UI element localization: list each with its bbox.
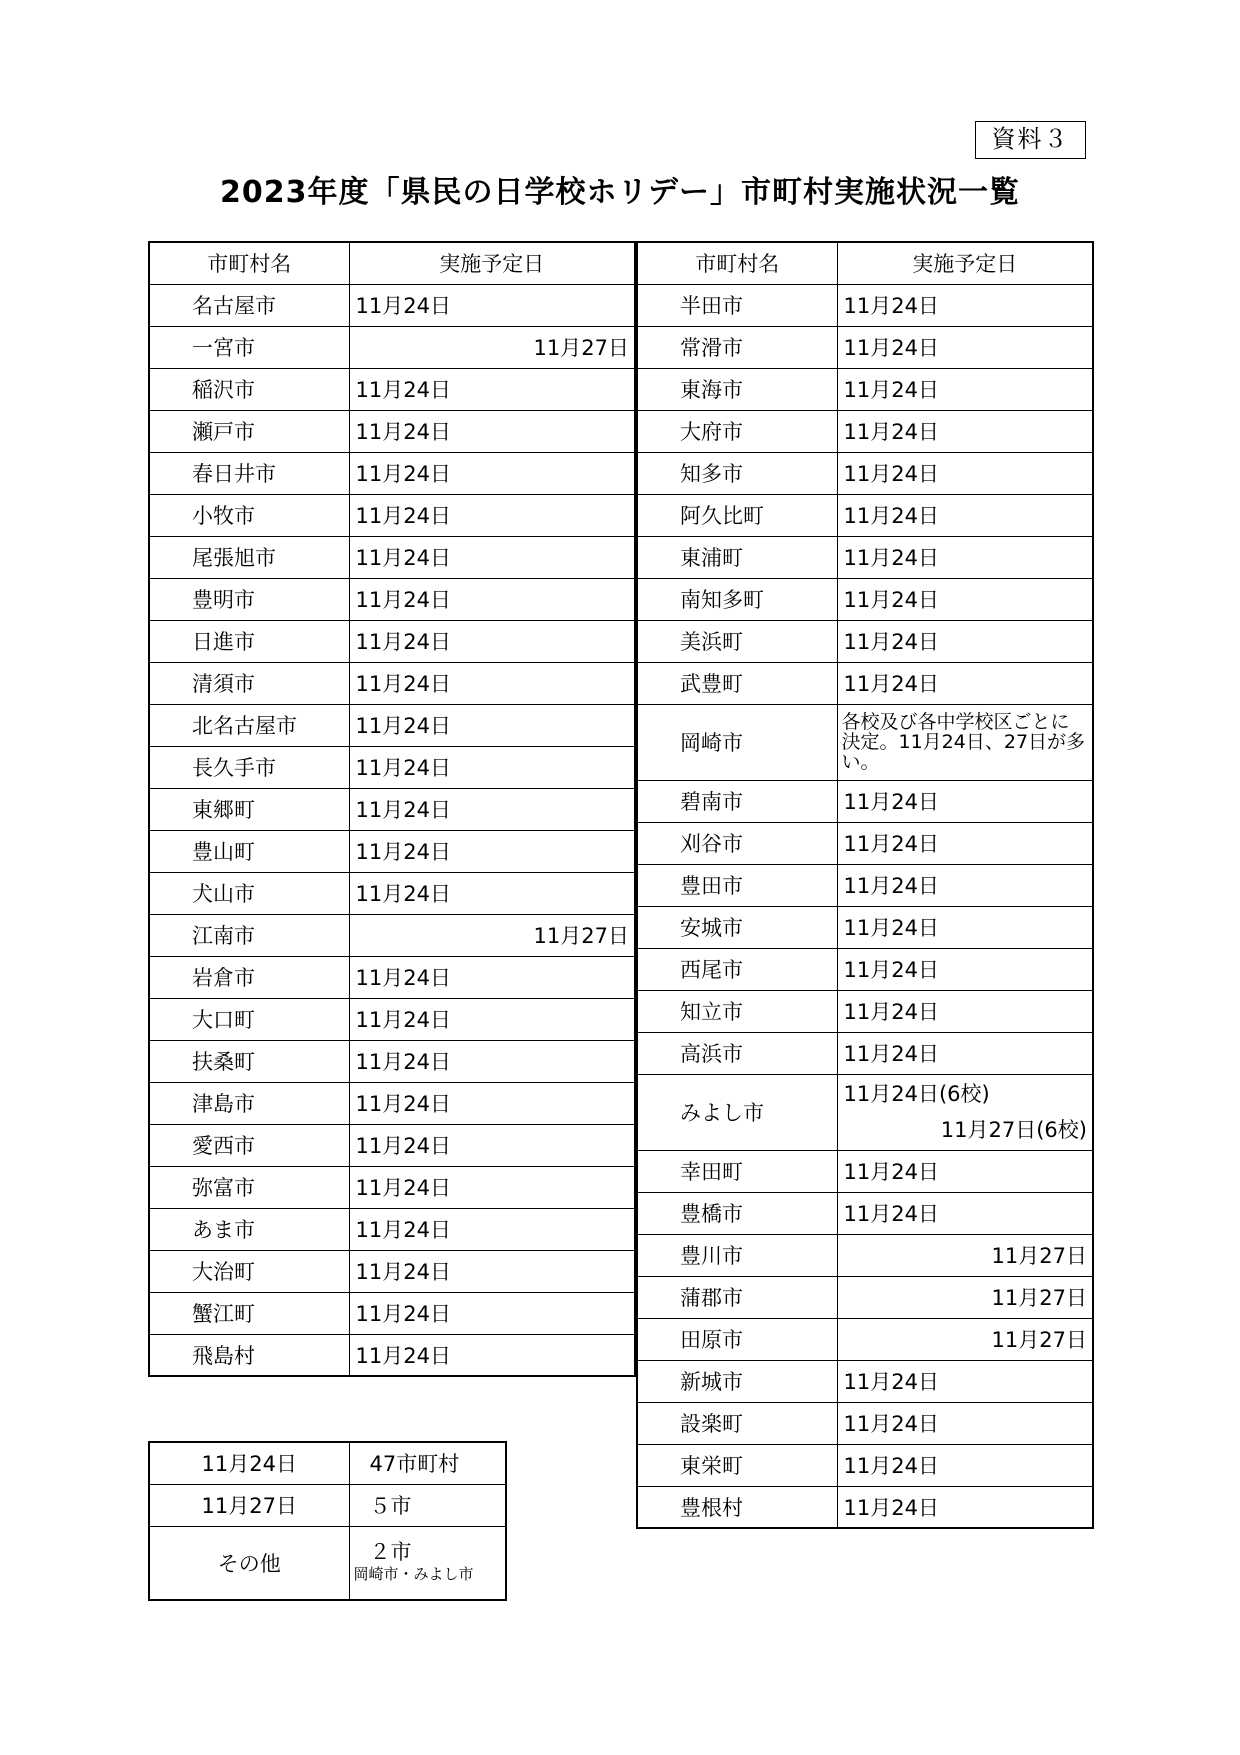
table-row — [637, 536, 1093, 578]
summary-label: その他 — [149, 1526, 349, 1600]
table-row — [149, 368, 635, 410]
scheduled-date: 11月24日 — [349, 1166, 635, 1208]
table-row — [149, 746, 635, 788]
municipality-name: 清須市 — [149, 662, 349, 704]
municipality-name: 小牧市 — [149, 494, 349, 536]
summary-count: 47市町村 — [349, 1442, 506, 1484]
table-row — [637, 284, 1093, 326]
scheduled-date: 11月24日 — [349, 998, 635, 1040]
table-row — [637, 822, 1093, 864]
scheduled-date: 11月24日 — [349, 746, 635, 788]
municipality-name: 豊田市 — [637, 864, 837, 906]
municipality-name: 武豊町 — [637, 662, 837, 704]
scheduled-date: 11月24日 — [837, 536, 1093, 578]
municipality-name: 東栄町 — [637, 1444, 837, 1486]
municipality-name: 知立市 — [637, 990, 837, 1032]
scheduled-date: 11月24日 — [837, 284, 1093, 326]
table-row — [637, 662, 1093, 704]
table-row — [149, 1208, 635, 1250]
scheduled-date: 11月24日 — [349, 494, 635, 536]
scheduled-date: 11月27日 — [837, 1234, 1093, 1276]
table-row — [149, 494, 635, 536]
scheduled-date: 11月24日 — [349, 662, 635, 704]
scheduled-date: 11月24日 — [837, 368, 1093, 410]
summary-row — [149, 1526, 506, 1600]
municipality-name: 岩倉市 — [149, 956, 349, 998]
municipality-name: 南知多町 — [637, 578, 837, 620]
municipality-name: 美浜町 — [637, 620, 837, 662]
municipality-name: 尾張旭市 — [149, 536, 349, 578]
scheduled-date: 11月24日 — [349, 620, 635, 662]
scheduled-date: 11月24日 — [349, 284, 635, 326]
municipality-name: 弥富市 — [149, 1166, 349, 1208]
scheduled-date-secondary: 11月27日(6校) — [940, 1118, 1087, 1142]
municipality-name: みよし市 — [637, 1074, 837, 1150]
scheduled-date-cell — [837, 1074, 1093, 1150]
table-row — [149, 1124, 635, 1166]
table-row — [149, 998, 635, 1040]
table-row — [637, 1150, 1093, 1192]
summary-row — [149, 1484, 506, 1526]
municipality-name: 蒲郡市 — [637, 1276, 837, 1318]
scheduled-date: 11月24日 — [349, 788, 635, 830]
scheduled-date: 11月24日 — [349, 1292, 635, 1334]
scheduled-date: 11月24日 — [349, 1040, 635, 1082]
municipality-name: 東浦町 — [637, 536, 837, 578]
table-row — [637, 452, 1093, 494]
municipality-name: 飛島村 — [149, 1334, 349, 1376]
table-row — [149, 1292, 635, 1334]
table-row — [149, 956, 635, 998]
municipality-name: 豊橋市 — [637, 1192, 837, 1234]
scheduled-date: 11月27日 — [349, 326, 635, 368]
scheduled-date: 11月24日 — [837, 1360, 1093, 1402]
table-row — [637, 1486, 1093, 1528]
scheduled-date: 11月27日 — [837, 1318, 1093, 1360]
table-row — [637, 864, 1093, 906]
table-row — [637, 1444, 1093, 1486]
left-schedule-table — [148, 241, 636, 1377]
municipality-name: 北名古屋市 — [149, 704, 349, 746]
scheduled-date: 11月24日 — [837, 1402, 1093, 1444]
table-row — [637, 494, 1093, 536]
scheduled-date: 11月24日 — [837, 1192, 1093, 1234]
municipality-name: 大治町 — [149, 1250, 349, 1292]
municipality-name: 大府市 — [637, 410, 837, 452]
table-row — [637, 948, 1093, 990]
municipality-name: あま市 — [149, 1208, 349, 1250]
municipality-name: 江南市 — [149, 914, 349, 956]
scheduled-date: 11月24日 — [837, 326, 1093, 368]
municipality-name: 田原市 — [637, 1318, 837, 1360]
table-header-row — [149, 242, 635, 284]
summary-detail: 岡崎市・みよし市 — [353, 1564, 474, 1583]
municipality-name: 豊根村 — [637, 1486, 837, 1528]
municipality-name: 扶桑町 — [149, 1040, 349, 1082]
municipality-name: 新城市 — [637, 1360, 837, 1402]
summary-table — [148, 1441, 507, 1601]
table-row — [149, 872, 635, 914]
scheduled-date: 11月24日 — [837, 494, 1093, 536]
table-row — [637, 1318, 1093, 1360]
municipality-name: 碧南市 — [637, 780, 837, 822]
municipality-name: 岡崎市 — [637, 704, 837, 780]
scheduled-date: 11月24日 — [837, 864, 1093, 906]
scheduled-date: 11月24日 — [349, 452, 635, 494]
right-table-body — [637, 242, 1093, 1528]
scheduled-date: 11月24日 — [837, 452, 1093, 494]
table-row — [149, 578, 635, 620]
left-table-body — [149, 242, 635, 1376]
municipality-name: 犬山市 — [149, 872, 349, 914]
municipality-name: 愛西市 — [149, 1124, 349, 1166]
summary-count: ５市 — [349, 1484, 506, 1526]
table-row — [149, 1166, 635, 1208]
summary-label: 11月27日 — [149, 1484, 349, 1526]
scheduled-date: 11月24日 — [837, 410, 1093, 452]
scheduled-date: 11月24日 — [837, 1444, 1093, 1486]
municipality-name: 春日井市 — [149, 452, 349, 494]
table-row — [637, 704, 1093, 780]
scheduled-date: 11月24日 — [837, 578, 1093, 620]
header-date: 実施予定日 — [837, 242, 1093, 284]
summary-count: ２市 — [369, 1539, 412, 1564]
table-header-row — [637, 242, 1093, 284]
municipality-name: 半田市 — [637, 284, 837, 326]
scheduled-date: 11月24日 — [837, 620, 1093, 662]
municipality-name: 稲沢市 — [149, 368, 349, 410]
table-row — [149, 620, 635, 662]
table-row — [637, 1192, 1093, 1234]
table-row — [149, 1082, 635, 1124]
table-row — [637, 1360, 1093, 1402]
scheduled-date: 11月24日 — [349, 1124, 635, 1166]
scheduled-date: 11月24日 — [349, 1082, 635, 1124]
municipality-name: 阿久比町 — [637, 494, 837, 536]
scheduled-date: 11月27日 — [349, 914, 635, 956]
table-row — [149, 284, 635, 326]
table-row — [637, 906, 1093, 948]
table-row — [637, 1234, 1093, 1276]
scheduled-date: 11月24日 — [837, 990, 1093, 1032]
table-row — [149, 1250, 635, 1292]
municipality-name: 蟹江町 — [149, 1292, 349, 1334]
summary-count-cell — [349, 1526, 506, 1600]
municipality-name: 知多市 — [637, 452, 837, 494]
table-row — [637, 990, 1093, 1032]
scheduled-date: 11月24日 — [837, 1150, 1093, 1192]
table-row — [149, 704, 635, 746]
right-schedule-table — [636, 241, 1094, 1529]
table-row — [637, 410, 1093, 452]
municipality-name: 瀬戸市 — [149, 410, 349, 452]
table-row — [149, 788, 635, 830]
municipality-name: 西尾市 — [637, 948, 837, 990]
table-row — [637, 620, 1093, 662]
municipality-name: 名古屋市 — [149, 284, 349, 326]
scheduled-date: 11月24日 — [349, 368, 635, 410]
municipality-name: 豊川市 — [637, 1234, 837, 1276]
municipality-name: 東郷町 — [149, 788, 349, 830]
scheduled-date: 11月24日 — [837, 1032, 1093, 1074]
table-row — [637, 578, 1093, 620]
table-row — [637, 1032, 1093, 1074]
table-row — [149, 1040, 635, 1082]
scheduled-date: 11月24日 — [349, 1250, 635, 1292]
scheduled-date: 11月24日 — [837, 780, 1093, 822]
table-row — [149, 452, 635, 494]
municipality-name: 東海市 — [637, 368, 837, 410]
scheduled-date: 11月24日(6校) — [843, 1082, 990, 1106]
scheduled-date: 11月24日 — [349, 1208, 635, 1250]
scheduled-date: 11月24日 — [349, 830, 635, 872]
municipality-name: 安城市 — [637, 906, 837, 948]
municipality-name: 高浜市 — [637, 1032, 837, 1074]
table-row — [149, 326, 635, 368]
municipality-name: 豊山町 — [149, 830, 349, 872]
municipality-name: 大口町 — [149, 998, 349, 1040]
scheduled-date: 11月24日 — [349, 1334, 635, 1376]
scheduled-date: 11月24日 — [837, 662, 1093, 704]
summary-row — [149, 1442, 506, 1484]
table-row — [637, 780, 1093, 822]
page-title: 2023年度「県民の日学校ホリデー」市町村実施状況一覧 — [220, 175, 1020, 210]
scheduled-date: 11月27日 — [837, 1276, 1093, 1318]
table-row — [637, 1276, 1093, 1318]
table-row — [149, 662, 635, 704]
municipality-name: 一宮市 — [149, 326, 349, 368]
municipality-name: 設楽町 — [637, 1402, 837, 1444]
header-municipality: 市町村名 — [637, 242, 837, 284]
scheduled-date: 11月24日 — [349, 956, 635, 998]
municipality-name: 常滑市 — [637, 326, 837, 368]
scheduled-date: 11月24日 — [837, 822, 1093, 864]
municipality-name: 津島市 — [149, 1082, 349, 1124]
scheduled-date: 11月24日 — [349, 704, 635, 746]
summary-label: 11月24日 — [149, 1442, 349, 1484]
scheduled-date: 11月24日 — [349, 536, 635, 578]
document-label: 資料３ — [975, 121, 1086, 159]
scheduled-date: 11月24日 — [349, 410, 635, 452]
table-row — [149, 914, 635, 956]
scheduled-date: 11月24日 — [837, 906, 1093, 948]
municipality-name: 刈谷市 — [637, 822, 837, 864]
municipality-name: 長久手市 — [149, 746, 349, 788]
scheduled-date: 11月24日 — [837, 1486, 1093, 1528]
table-row — [637, 368, 1093, 410]
scheduled-date-note: 各校及び各中学校区ごとに決定。11月24日、27日が多い。 — [837, 704, 1093, 780]
scheduled-date: 11月24日 — [349, 578, 635, 620]
municipality-name: 豊明市 — [149, 578, 349, 620]
scheduled-date: 11月24日 — [349, 872, 635, 914]
table-row — [637, 326, 1093, 368]
scheduled-date: 11月24日 — [837, 948, 1093, 990]
table-row — [149, 830, 635, 872]
header-municipality: 市町村名 — [149, 242, 349, 284]
municipality-name: 日進市 — [149, 620, 349, 662]
header-date: 実施予定日 — [349, 242, 635, 284]
municipality-name: 幸田町 — [637, 1150, 837, 1192]
table-row — [637, 1402, 1093, 1444]
table-row — [637, 1074, 1093, 1150]
table-row — [149, 410, 635, 452]
table-row — [149, 1334, 635, 1376]
table-row — [149, 536, 635, 578]
